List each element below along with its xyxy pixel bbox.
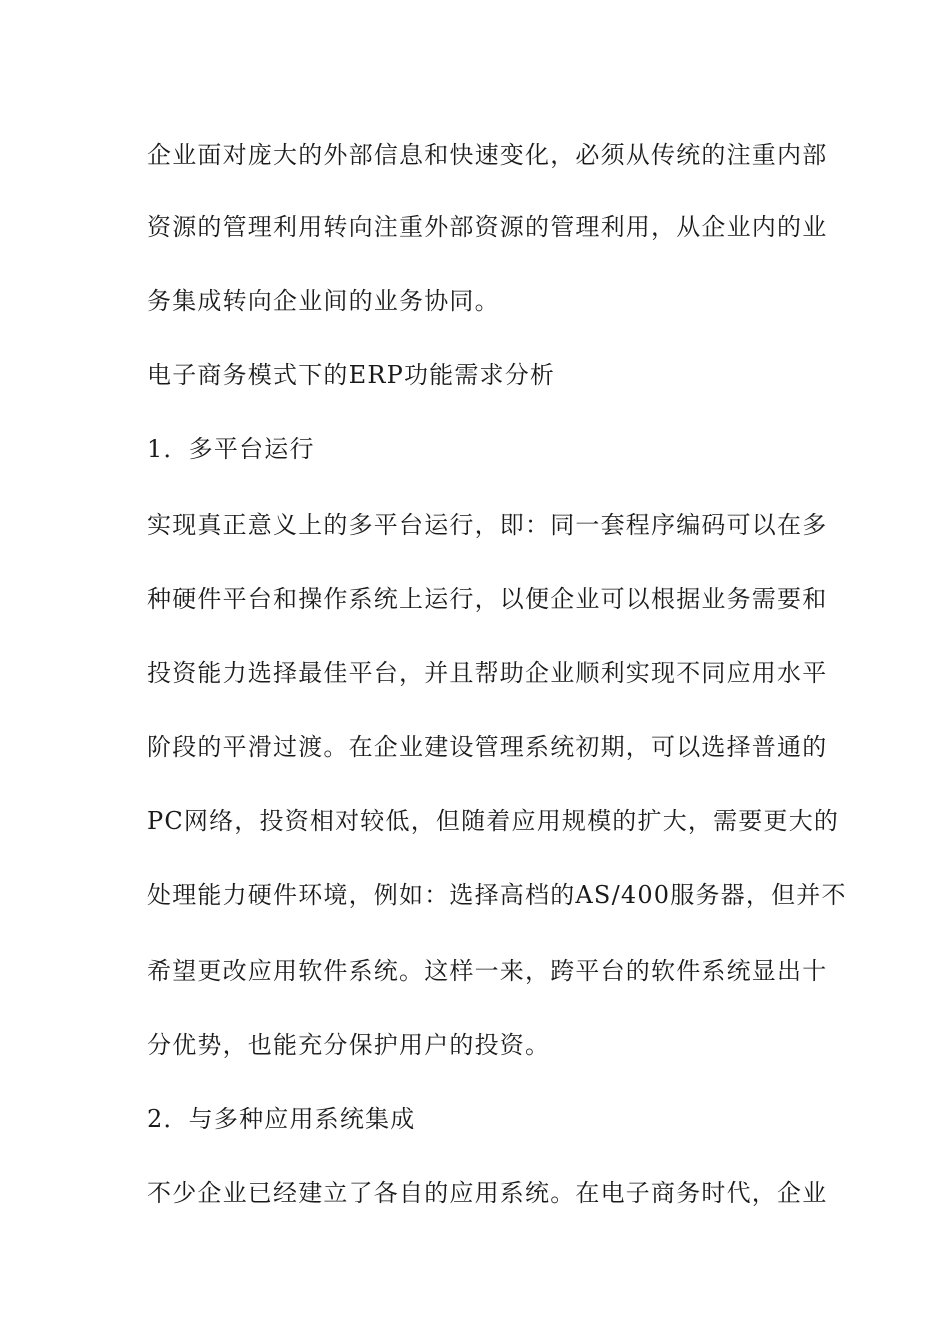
paragraph-line: 投资能力选择最佳平台，并且帮助企业顺利实现不同应用水平 <box>147 659 828 687</box>
subsection-heading: 2．与多种应用系统集成 <box>147 1105 416 1133</box>
paragraph-line: 不少企业已经建立了各自的应用系统。在电子商务时代，企业 <box>147 1179 828 1207</box>
section-heading: 电子商务模式下的ERP功能需求分析 <box>147 361 556 389</box>
paragraph-line: 务集成转向企业间的业务协同。 <box>147 287 500 315</box>
paragraph-line: 资源的管理利用转向注重外部资源的管理利用，从企业内的业 <box>147 213 828 241</box>
subsection-heading: 1．多平台运行 <box>147 435 315 463</box>
paragraph-line: 种硬件平台和操作系统上运行，以便企业可以根据业务需要和 <box>147 585 828 613</box>
paragraph-line: 处理能力硬件环境，例如：选择高档的AS/400服务器，但并不 <box>147 881 847 909</box>
paragraph-line: 分优势，也能充分保护用户的投资。 <box>147 1031 551 1059</box>
paragraph-line: 企业面对庞大的外部信息和快速变化，必须从传统的注重内部 <box>147 141 828 169</box>
paragraph-line: 实现真正意义上的多平台运行，即：同一套程序编码可以在多 <box>147 511 828 539</box>
paragraph-line: 阶段的平滑过渡。在企业建设管理系统初期，可以选择普通的 <box>147 733 828 761</box>
paragraph-line: 希望更改应用软件系统。这样一来，跨平台的软件系统显出十 <box>147 957 828 985</box>
paragraph-line: PC网络，投资相对较低，但随着应用规模的扩大，需要更大的 <box>147 807 840 835</box>
